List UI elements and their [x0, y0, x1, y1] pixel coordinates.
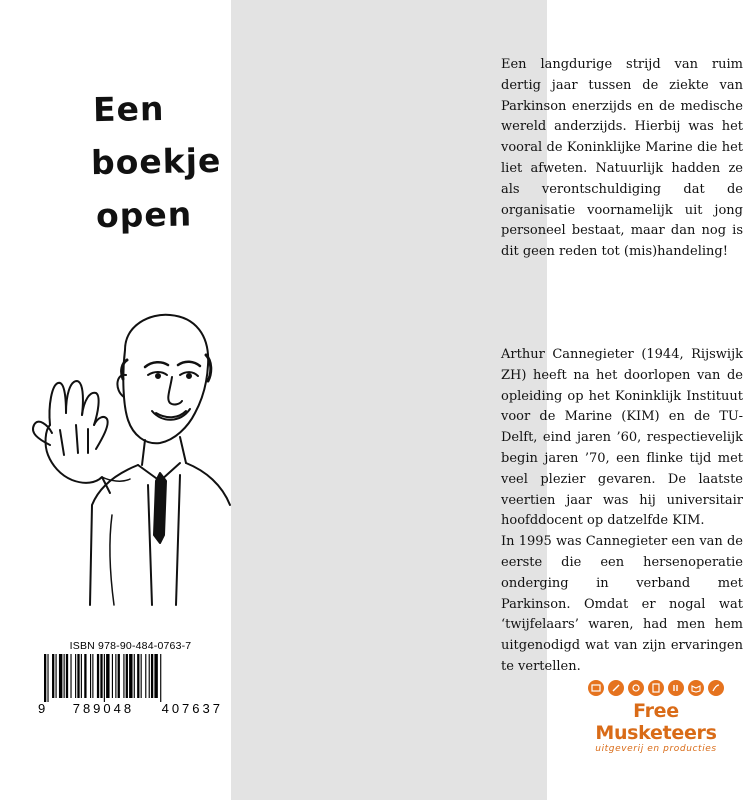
open-book-icon	[688, 680, 704, 696]
barcode-bar	[141, 654, 142, 698]
quill-icon	[708, 680, 724, 696]
barcode-bar	[115, 654, 116, 698]
author-cartoon-illustration	[30, 305, 231, 605]
barcode-bar	[106, 654, 109, 698]
barcode-bar	[44, 654, 46, 702]
author-bio-paragraph-1: Arthur Cannegieter (1944, Rijswijk ZH) heeft na het doorlopen van de opleiding op het Koninklijk Instituut voor de Marine (KIM) en de TU-Delft, eind jaren ’60, respectievelijk begin jaren ’70, een flinke tijd met veel plezier gevaren. De laatste veertien jaar was hij universitair hoofddocent op datzelfde KIM.	[501, 347, 743, 529]
page-icon	[648, 680, 664, 696]
publisher-tagline: uitgeverij en producties	[595, 744, 717, 754]
barcode-bar	[47, 654, 48, 702]
barcode-bar	[137, 654, 139, 698]
synopsis-text	[501, 55, 743, 263]
author-bio-paragraph-2: In 1995 was Cannegieter een van de eerste die een hersenoperatie onderging in verband met Parkinson. Omdat er nogal wat ‘twijfelaars’ waren, had men hem uitgenodigd wat van zijn ervaringen te vertellen.	[501, 534, 743, 674]
barcode-bar	[52, 654, 54, 698]
barcode-bar	[70, 654, 71, 698]
books-icon	[668, 680, 684, 696]
isbn-label: ISBN 978-90-484-0763-7	[69, 640, 192, 652]
barcode-bar	[118, 654, 120, 698]
barcode-bar	[112, 654, 113, 698]
barcode-digit-group-2: 407637	[161, 701, 223, 716]
publisher-name: Free Musketeers	[595, 700, 717, 744]
barcode-bar	[134, 654, 135, 698]
barcode-bar	[84, 654, 86, 698]
barcode-bar	[77, 654, 79, 698]
barcode-bar	[81, 654, 82, 698]
barcode-digits	[38, 701, 223, 716]
book-title	[90, 82, 223, 241]
barcode-bar	[104, 654, 105, 702]
barcode-bars	[38, 654, 223, 702]
barcode-bar	[145, 654, 146, 698]
synopsis-paragraph: Een langdurige strijd van ruim dertig jaar tussen de ziekte van Parkinson enerzijds en de medische wereld anderzijds. Hierbij was het vooral de Koninklijke Marine die het liet afweten. Natuurlijk hadden ze als verontschuldiging dat de organisatie voornamelijk uit jong personeel bestaat, maar dan nog is dit geen reden tot (mis)handeling!	[501, 57, 743, 260]
barcode-bar	[64, 654, 65, 698]
book-icon	[588, 680, 604, 696]
publisher-logo	[571, 680, 741, 754]
barcode-digit-group-1: 789048	[72, 701, 135, 716]
barcode-bar	[97, 654, 99, 698]
pen-icon	[608, 680, 624, 696]
barcode-bar	[160, 654, 161, 702]
barcode-bar	[126, 654, 128, 698]
barcode-bar	[66, 654, 68, 698]
title-line-1: Een	[92, 88, 165, 130]
title-line-2: boekje	[90, 140, 222, 183]
author-bio-text	[501, 345, 743, 678]
publisher-logo-icons	[571, 680, 741, 696]
barcode-bar	[154, 654, 157, 698]
right-panel	[231, 0, 743, 800]
barcode-block	[38, 640, 223, 716]
left-panel	[0, 0, 231, 800]
barcode-bar	[123, 654, 124, 698]
barcode-bar	[151, 654, 153, 698]
barcode-bar	[56, 654, 57, 698]
scroll-icon	[628, 680, 644, 696]
barcode-bar	[100, 654, 102, 698]
barcode-digit-first: 9	[38, 701, 46, 716]
barcode-bar	[75, 654, 76, 698]
barcode-bar	[90, 654, 91, 698]
barcode-bar	[92, 654, 93, 698]
barcode-bar	[129, 654, 132, 698]
barcode-bar	[149, 654, 150, 698]
title-line-3: open	[95, 194, 193, 236]
barcode-bar	[59, 654, 62, 698]
